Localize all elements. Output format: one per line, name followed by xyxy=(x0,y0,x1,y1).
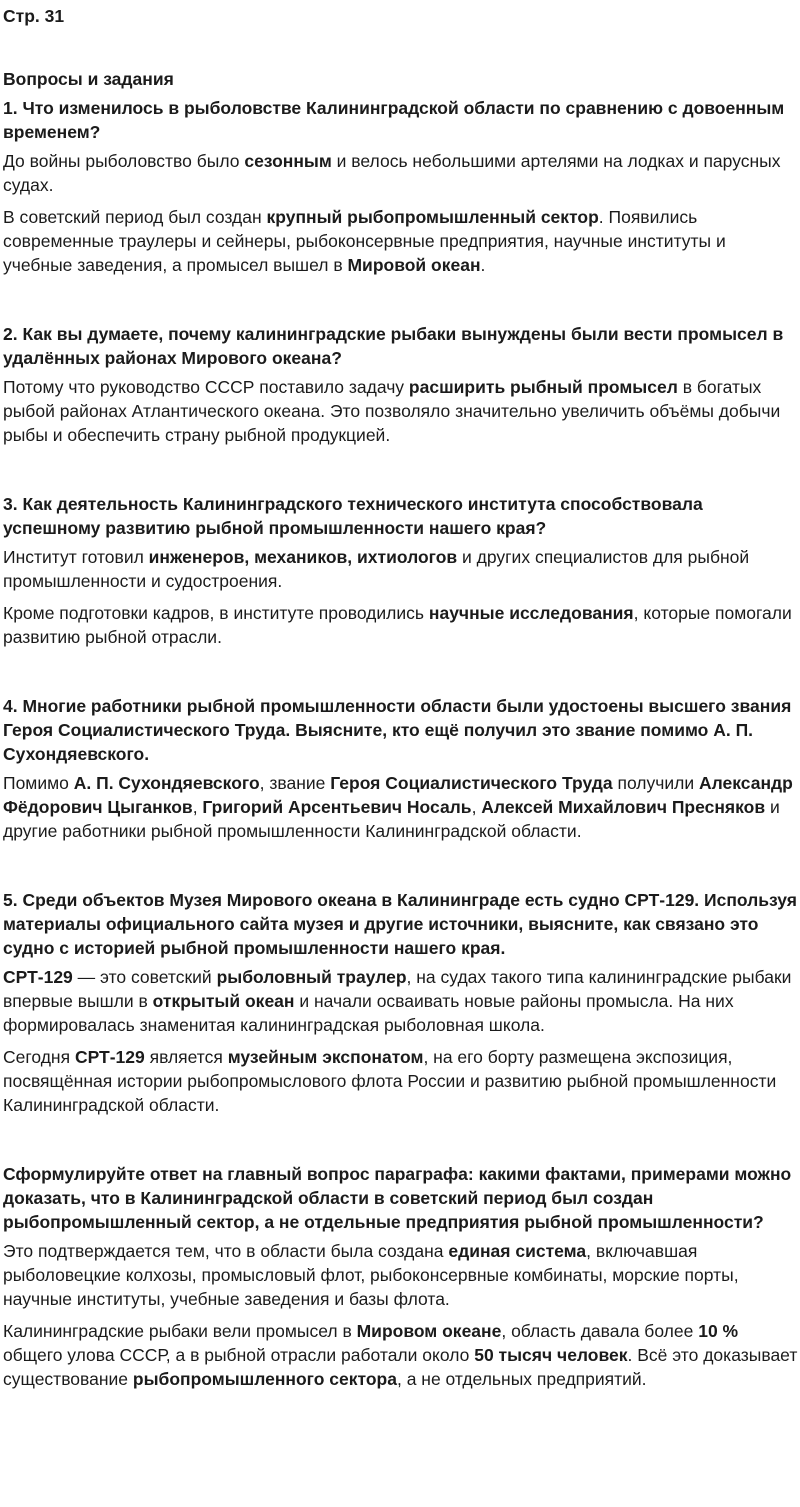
qa-block xyxy=(3,492,798,649)
emphasis-text: Александр Фёдорович Цыганков xyxy=(3,773,793,817)
emphasis-text: инженеров, механиков, ихтиологов xyxy=(148,547,458,567)
qa-block xyxy=(3,1162,798,1391)
qa-block xyxy=(3,322,798,447)
section-title: Вопросы и задания xyxy=(3,69,174,89)
question-text: 1. Что изменилось в рыболовстве Калининградской области по сравнению с довоенным временем? xyxy=(3,98,785,142)
answer-paragraph: Потому что руководство СССР поставило задачу расширить рыбный промысел в богатых рыбой районах Атлантического океана. Это позволяло значительно увеличить объёмы добычи рыбы и обеспечить страну рыбной продукцией. xyxy=(3,377,781,445)
emphasis-text: сезонным xyxy=(244,151,332,171)
emphasis-text: музейным экспонатом xyxy=(227,1047,424,1067)
emphasis-text: открытый океан xyxy=(152,991,295,1011)
emphasis-text: Алексей Михайлович Пресняков xyxy=(481,797,766,817)
answer-paragraph: Институт готовил инженеров, механиков, ихтиологов и других специалистов для рыбной промышленности и судостроения. xyxy=(3,547,750,591)
question-text: 3. Как деятельность Калининградского технического института способствовала успешному развитию рыбной промышленности нашего края? xyxy=(3,494,703,538)
emphasis-text: Мировой океан xyxy=(347,255,481,275)
emphasis-text: научные исследования xyxy=(428,603,634,623)
question-text: 4. Многие работники рыбной промышленности области были удостоены высшего звания Героя Социалистического Труда. Выясните, кто ещё получил это звание помимо А. П. Сухондяевского. xyxy=(3,696,792,764)
answer-paragraph: Кроме подготовки кадров, в институте проводились научные исследования, которые помогали развитию рыбной отрасли. xyxy=(3,603,792,647)
answer-paragraph: Калининградские рыбаки вели промысел в Мировом океане, область давала более 10 % общего улова СССР, а в рыбной отрасли работали около 50 тысяч человек. Всё это доказывает существование рыбопромышленного сектора, а не отдельных предприятий. xyxy=(3,1321,798,1389)
emphasis-text: расширить рыбный промысел xyxy=(408,377,678,397)
qa-list xyxy=(3,96,798,1391)
answer-paragraph: Сегодня СРТ-129 является музейным экспонатом, на его борту размещена экспозиция, посвящённая истории рыбопромыслового флота России и развитию рыбной промышленности Калининградской области. xyxy=(3,1047,777,1115)
emphasis-text: крупный рыбопромышленный сектор xyxy=(266,207,599,227)
answer-paragraph: До войны рыболовство было сезонным и велось небольшими артелями на лодках и парусных судах. xyxy=(3,151,781,195)
qa-block xyxy=(3,96,798,277)
emphasis-text: СРТ-129 xyxy=(74,1047,145,1067)
emphasis-text: Григорий Арсентьевич Носаль xyxy=(202,797,472,817)
question-text: Сформулируйте ответ на главный вопрос параграфа: какими фактами, примерами можно доказать, что в Калининградской области в советский период был создан рыбопромышленный сектор, а не отдельные предприятия рыбной промышленности? xyxy=(3,1164,792,1232)
page-number-label: Стр. 31 xyxy=(3,6,65,26)
qa-block xyxy=(3,888,798,1117)
answer-paragraph: Помимо А. П. Сухондяевского, звание Героя Социалистического Труда получили Александр Фёдорович Цыганков, Григорий Арсентьевич Носаль, Алексей Михайлович Пресняков и другие работники рыбной промышленности Калининградской области. xyxy=(3,773,793,841)
emphasis-text: рыбопромышленного сектора xyxy=(132,1369,397,1389)
answer-paragraph: В советский период был создан крупный рыбопромышленный сектор. Появились современные траулеры и сейнеры, рыбоконсервные предприятия, научные институты и учебные заведения, а промысел вышел в Мировой океан. xyxy=(3,207,726,275)
emphasis-text: 10 % xyxy=(698,1321,739,1341)
emphasis-text: СРТ-129 xyxy=(3,967,73,987)
answer-paragraph: СРТ-129 — это советский рыболовный траулер, на судах такого типа калининградские рыбаки впервые вышли в открытый океан и начали осваивать новые районы промысла. На них формировалась знаменитая калининградская рыболовная школа. xyxy=(3,967,792,1035)
question-text: 2. Как вы думаете, почему калининградские рыбаки вынуждены были вести промысел в удалённых районах Мирового океана? xyxy=(3,324,784,368)
emphasis-text: Мировом океане xyxy=(356,1321,502,1341)
emphasis-text: единая система xyxy=(448,1241,587,1261)
answer-paragraph: Это подтверждается тем, что в области была создана единая система, включавшая рыболовецкие колхозы, промысловый флот, рыбоконсервные комбинаты, морские порты, научные институты, учебные заведения и базы флота. xyxy=(3,1241,739,1309)
emphasis-text: 50 тысяч человек xyxy=(474,1345,628,1365)
emphasis-text: А. П. Сухондяевского xyxy=(73,773,260,793)
emphasis-text: рыболовный траулер xyxy=(216,967,407,987)
qa-block xyxy=(3,694,798,843)
emphasis-text: Героя Социалистического Труда xyxy=(330,773,613,793)
question-text: 5. Среди объектов Музея Мирового океана в Калининграде есть судно СРТ-129. Используя материалы официального сайта музея и другие источники, выясните, как связано это судно с историей рыбной промышленности нашего края. xyxy=(3,890,798,958)
